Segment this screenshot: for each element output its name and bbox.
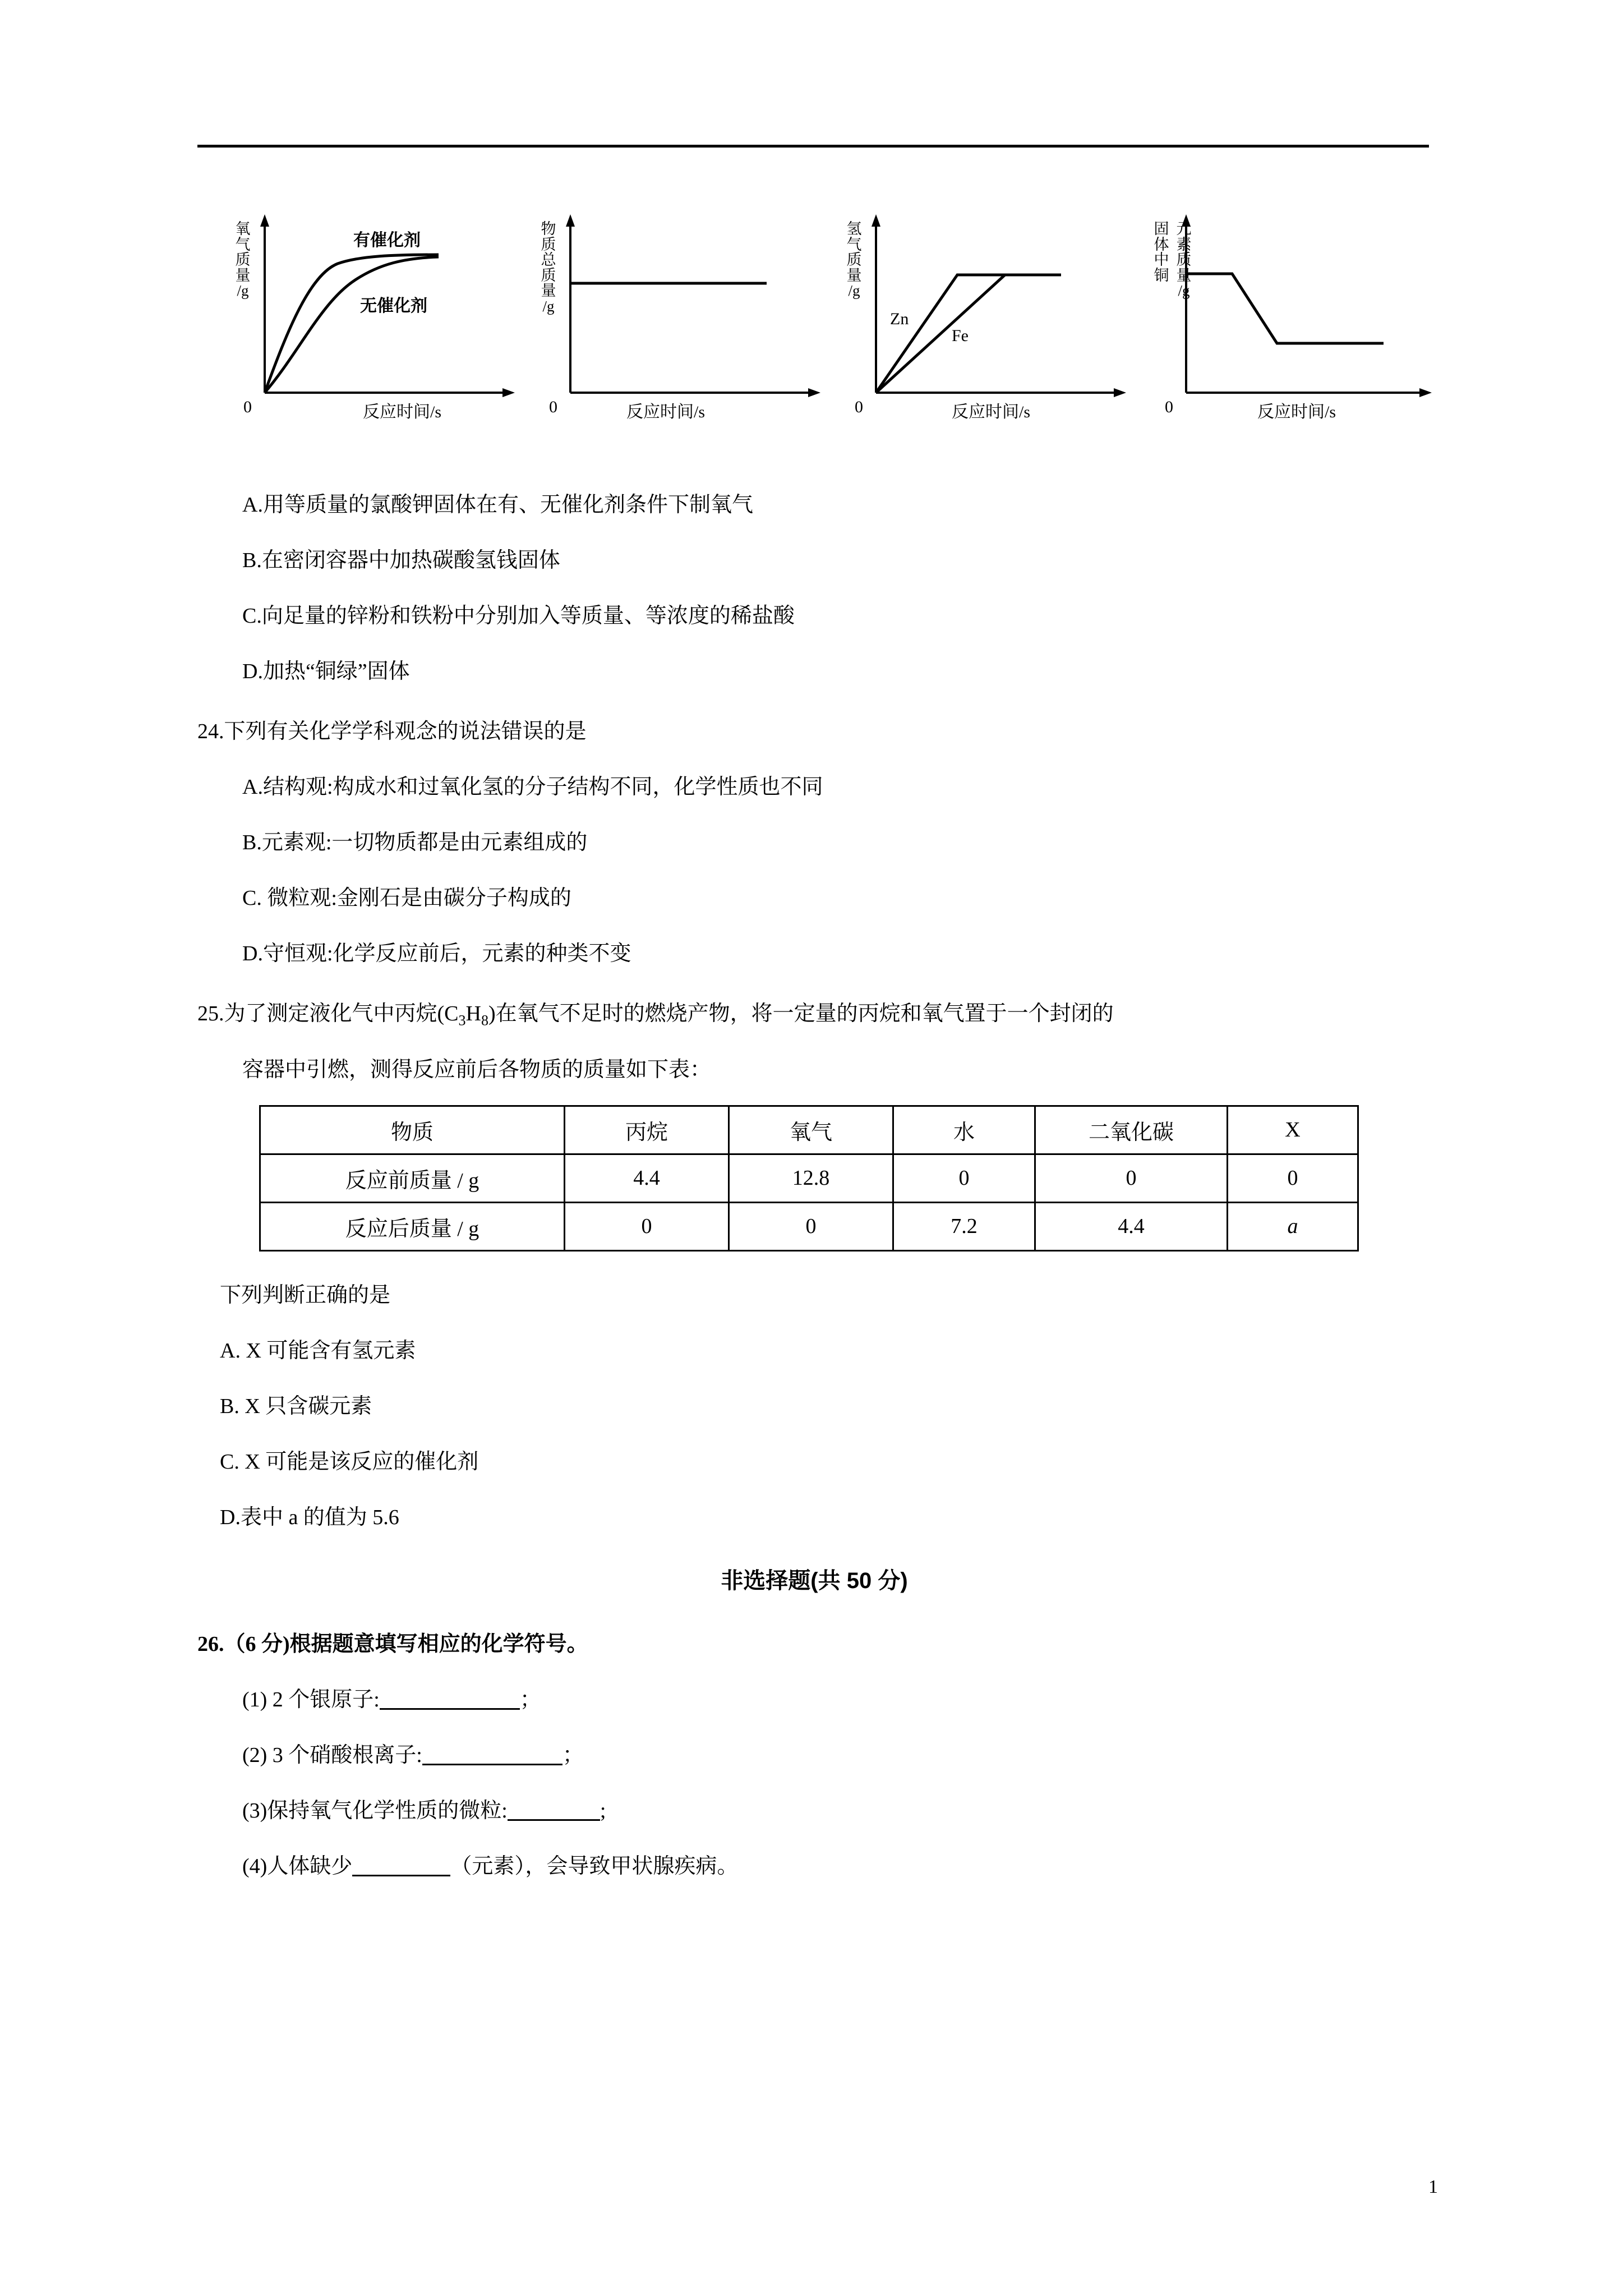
chart-c-annotation-fe: Fe — [952, 326, 969, 345]
q25-table-wrapper — [197, 1105, 1431, 1251]
chart-d-ylabel: 固 体 中 铜元 素 质 量 /g — [1154, 220, 1192, 300]
header-cell-0: 物质 — [260, 1106, 565, 1154]
chart-b-ylabel: 物 质 总 质 量 /g — [541, 220, 556, 315]
row0-label: 反应前质量 / g — [260, 1154, 565, 1202]
row1-cell-3: 4.4 — [1035, 1202, 1228, 1250]
q25-sub-8: 8 — [481, 1012, 488, 1029]
q24-stem: 24.下列有关化学学科观念的说法错误的是 — [197, 720, 587, 743]
q26-item-3 — [197, 1793, 1431, 1824]
page-number: 1 — [1428, 2177, 1438, 2197]
chart-a-annotation-nocatalyst: 无催化剂 — [360, 297, 427, 315]
q26-item-1-text: (1) 2 个银原子: — [242, 1687, 380, 1711]
section-title: 非选择题(共 50 分) — [721, 1568, 908, 1593]
chart-a-xlabel: 反应时间/s — [363, 403, 442, 421]
chart-d-copper-vs-time — [1142, 191, 1448, 454]
chart-c-origin: 0 — [855, 398, 863, 416]
row0-cell-2: 0 — [893, 1154, 1035, 1202]
header-cell-2: 氧气 — [729, 1106, 893, 1154]
q26-item-2-text: (2) 3 个硝酸根离子: — [242, 1743, 422, 1767]
q26-item-1 — [197, 1682, 1431, 1713]
q23-option-d: D.加热“铜绿”固体 — [242, 660, 410, 683]
chart-c-annotation-zn: Zn — [890, 310, 909, 328]
q26-item-3-text: (3)保持氧气化学性质的微粒: — [242, 1798, 508, 1823]
q25-sub-3: 3 — [458, 1012, 466, 1029]
page-content — [197, 168, 1431, 1879]
chart-d-origin: 0 — [1165, 398, 1173, 416]
chart-b-xlabel: 反应时间/s — [626, 403, 706, 421]
row1-cell-0: 0 — [565, 1202, 729, 1250]
q25-option-a: A. X 可能含有氢元素 — [220, 1338, 416, 1363]
row1-cell-4: a — [1228, 1202, 1358, 1250]
header-rule — [197, 145, 1429, 148]
q26-item-2 — [197, 1737, 1431, 1768]
q24-option-b: B.元素观:一切物质都是由元素组成的 — [242, 831, 588, 854]
row0-cell-4: 0 — [1228, 1154, 1358, 1202]
row1-cell-2: 7.2 — [893, 1202, 1035, 1250]
q26-blank-4[interactable] — [352, 1855, 450, 1876]
chart-a-annotation-catalyst: 有催化剂 — [353, 231, 421, 250]
header-cell-3: 水 — [893, 1106, 1035, 1154]
q24-option-d: D.守恒观:化学反应前后，元素的种类不变 — [242, 942, 631, 965]
q25-option-b: B. X 只含碳元素 — [220, 1394, 372, 1418]
q25-data-table — [259, 1105, 1359, 1251]
q25-option-d: D.表中 a 的值为 5.6 — [220, 1505, 399, 1529]
row1-label: 反应后质量 / g — [260, 1202, 565, 1250]
header-cell-1: 丙烷 — [565, 1106, 729, 1154]
q25-stem-line2: 容器中引燃，测得反应前后各物质的质量如下表： — [242, 1057, 712, 1082]
header-cell-4: 二氧化碳 — [1035, 1106, 1228, 1154]
row1-cell-1: 0 — [729, 1202, 893, 1250]
q23-option-b: B.在密闭容器中加热碳酸氢钱固体 — [242, 549, 560, 572]
q26-item-4-text: (4)人体缺少 — [242, 1854, 353, 1878]
table-row — [260, 1202, 1358, 1250]
q23-option-c: C.向足量的锌粉和铁粉中分别加入等质量、等浓度的稀盐酸 — [242, 604, 795, 628]
table-row — [260, 1154, 1358, 1202]
chart-a-oxygen-vs-time — [225, 191, 531, 454]
row0-cell-3: 0 — [1035, 1154, 1228, 1202]
chart-b-total-mass-vs-time — [531, 191, 837, 454]
q24-option-c: C. 微粒观:金刚石是由碳分子构成的 — [242, 886, 571, 910]
chart-c-ylabel: 氢 气 质 量 /g — [846, 220, 862, 300]
row0-cell-1: 12.8 — [729, 1154, 893, 1202]
row0-cell-0: 4.4 — [565, 1154, 729, 1202]
chart-c-hydrogen-vs-time — [837, 191, 1142, 454]
q26-blank-2[interactable] — [422, 1743, 562, 1765]
chart-c-xlabel: 反应时间/s — [952, 403, 1031, 421]
chart-d-xlabel: 反应时间/s — [1257, 403, 1336, 421]
q26-item-4 — [197, 1848, 1431, 1879]
table-header-row — [260, 1106, 1358, 1154]
q26-blank-3[interactable] — [508, 1799, 600, 1821]
q26-blank-1[interactable] — [380, 1688, 520, 1710]
q24-option-a: A.结构观:构成水和过氧化氢的分子结构不同，化学性质也不同 — [242, 775, 823, 799]
chart-row — [225, 191, 1431, 454]
q26-stem: 26.（6 分)根据题意填写相应的化学符号。 — [197, 1632, 588, 1656]
q23-option-a: A.用等质量的氯酸钾固体在有、无催化剂条件下制氧气 — [242, 493, 753, 517]
q25-option-c: C. X 可能是该反应的催化剂 — [220, 1450, 479, 1474]
q25-stem-part2: )在氧气不足时的燃烧产物，将一定量的丙烷和氧气置于一个封闭的 — [488, 1002, 1114, 1025]
header-cell-5: X — [1228, 1106, 1358, 1154]
q25-stem-part1: 25.为了测定液化气中丙烷(C — [197, 1002, 459, 1025]
chart-a-ylabel: 氧 气 质 量 /g — [235, 220, 251, 300]
chart-a-origin: 0 — [243, 398, 252, 416]
q25-stem-line1 — [197, 996, 1431, 1029]
q26-item-1-suffix: ； — [519, 1687, 541, 1711]
q25-prompt: 下列判断正确的是 — [220, 1283, 391, 1307]
q26-item-4-suffix: （元素），会导致甲状腺疾病。 — [450, 1854, 739, 1878]
chart-b-origin: 0 — [549, 398, 557, 416]
q25-stem-h: H — [465, 1002, 481, 1025]
q26-item-2-suffix: ； — [562, 1743, 584, 1767]
q26-item-3-suffix: ; — [600, 1798, 606, 1823]
